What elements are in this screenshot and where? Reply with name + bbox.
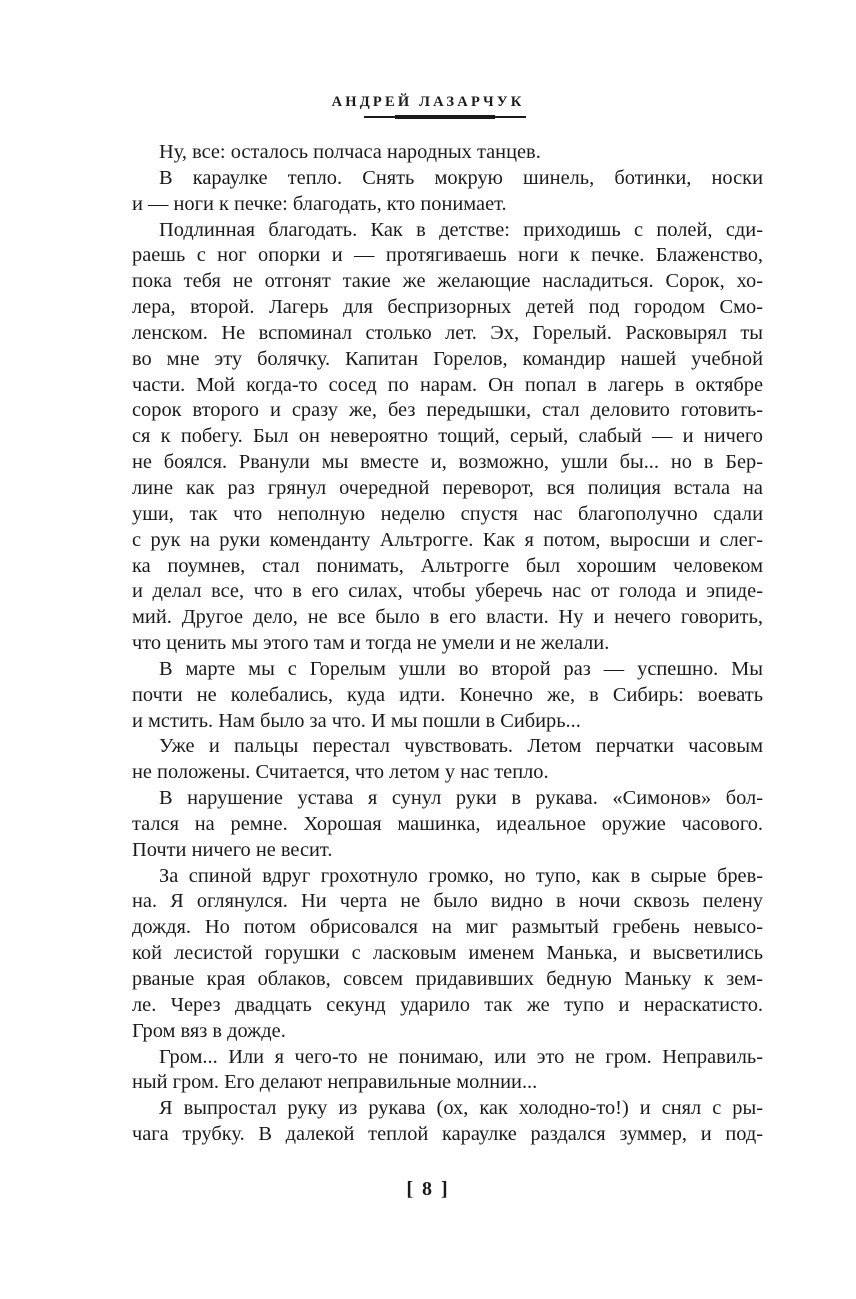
text-line: не положены. Считается, что летом у нас тепло. bbox=[132, 761, 549, 784]
text-line: Гром... Или я чего-то не понимаю, или это не гром. Неправиль- bbox=[159, 1045, 763, 1068]
text-line: В нарушение устава я сунул руки в рукава. «Симонов» бол- bbox=[159, 787, 763, 810]
text-line: дождя. Но потом обрисовался на миг размытый гребень невысо- bbox=[132, 916, 763, 939]
text-line: ный гром. Его делают неправильные молнии... bbox=[132, 1071, 538, 1094]
text-line: и делал все, что в его силах, чтобы уберечь нас от голода и эпиде- bbox=[132, 580, 763, 603]
text-line: рваные края облаков, совсем придавивших бедную Маньку к зем- bbox=[132, 968, 763, 990]
text-line: Ну, все: осталось полчаса народных танцев. bbox=[159, 141, 541, 163]
page-number: [ 8 ] bbox=[406, 1178, 450, 1200]
text-line: не боялся. Рванули мы вместе и, возможно, ушли бы... но в Бер- bbox=[132, 451, 763, 474]
text-line: пока тебя не отгонят такие же желающие насладиться. Сорок, хо- bbox=[132, 270, 763, 293]
text-line: За спиной вдруг грохотнуло громко, но тупо, как в сырые брев- bbox=[159, 864, 763, 887]
text-line: В караулке тепло. Снять мокрую шинель, ботинки, носки bbox=[159, 166, 763, 189]
text-line: кой лесистой горушки с ласковым именем Манька, и высветились bbox=[132, 942, 763, 965]
text-line: ся к побегу. Был он невероятно тощий, серый, слабый — и ничего bbox=[132, 425, 763, 448]
text-line: ленском. Не вспоминал столько лет. Эх, Горелый. Расковырял ты bbox=[132, 321, 763, 344]
text-line: сорок второго и сразу же, без передышки, стал деловито готовить- bbox=[132, 399, 763, 422]
text-line: Подлинная благодать. Как в детстве: приходишь с полей, сди- bbox=[159, 218, 763, 241]
text-line: тался на ремне. Хорошая машинка, идеальное оружие часового. bbox=[132, 812, 763, 835]
text-line: мий. Другое дело, не все было в его власти. Ну и нечего говорить, bbox=[132, 606, 763, 629]
text-line: Почти ничего не весит. bbox=[132, 838, 333, 861]
text-line: чага трубку. В далекой теплой караулке раздался зуммер, и под- bbox=[132, 1123, 763, 1146]
text-line: во мне эту болячку. Капитан Горелов, командир нашей учебной bbox=[132, 347, 763, 370]
text-line: ле. Через двадцать секунд ударило так же тупо и нераскатисто. bbox=[132, 993, 763, 1016]
text-line: лера, второй. Лагерь для беспризорных детей под городом Смо- bbox=[132, 296, 763, 319]
text-line: что ценить мы этого там и тогда не умели и не желали. bbox=[132, 632, 610, 655]
text-line: лине как раз грянул очередной переворот, вся полиция встала на bbox=[132, 476, 763, 499]
text-line: на. Я оглянулся. Ни черта не было видно в ночи сквозь пелену bbox=[132, 890, 763, 913]
text-line: и мстить. Нам было за что. И мы пошли в Сибирь... bbox=[132, 709, 581, 732]
text-line: части. Мой когда-то сосед по нарам. Он попал в лагерь в октябре bbox=[132, 373, 763, 396]
text-line: уши, так что неполную неделю спустя нас благополучно сдали bbox=[132, 502, 763, 525]
text-line: Я выпростал руку из рукава (ох, как холодно-то!) и снял с ры- bbox=[159, 1097, 763, 1120]
text-line: В марте мы с Горелым ушли во второй раз — успешно. Мы bbox=[159, 657, 763, 680]
text-line: почти не колебались, куда идти. Конечно же, в Сибирь: воевать bbox=[132, 683, 763, 706]
text-line: ка поумнев, стал понимать, Альтрогге был хорошим человеком bbox=[132, 554, 763, 577]
header-rule bbox=[364, 116, 526, 118]
running-header: АНДРЕЙ ЛАЗАРЧУК bbox=[331, 94, 525, 110]
text-line: раешь с ног опорки и — протягиваешь ноги к печке. Блаженство, bbox=[132, 244, 763, 267]
header-rule-accent bbox=[395, 115, 495, 119]
body-text bbox=[132, 140, 763, 1148]
text-line: Гром вяз в дожде. bbox=[132, 1019, 286, 1042]
text-line: с рук на руки коменданту Альтрогге. Как я потом, выросши и слег- bbox=[132, 528, 763, 551]
text-line: Уже и пальцы перестал чувствовать. Летом перчатки часовым bbox=[159, 735, 763, 758]
text-line: и — ноги к печке: благодать, кто понимает. bbox=[132, 192, 507, 215]
